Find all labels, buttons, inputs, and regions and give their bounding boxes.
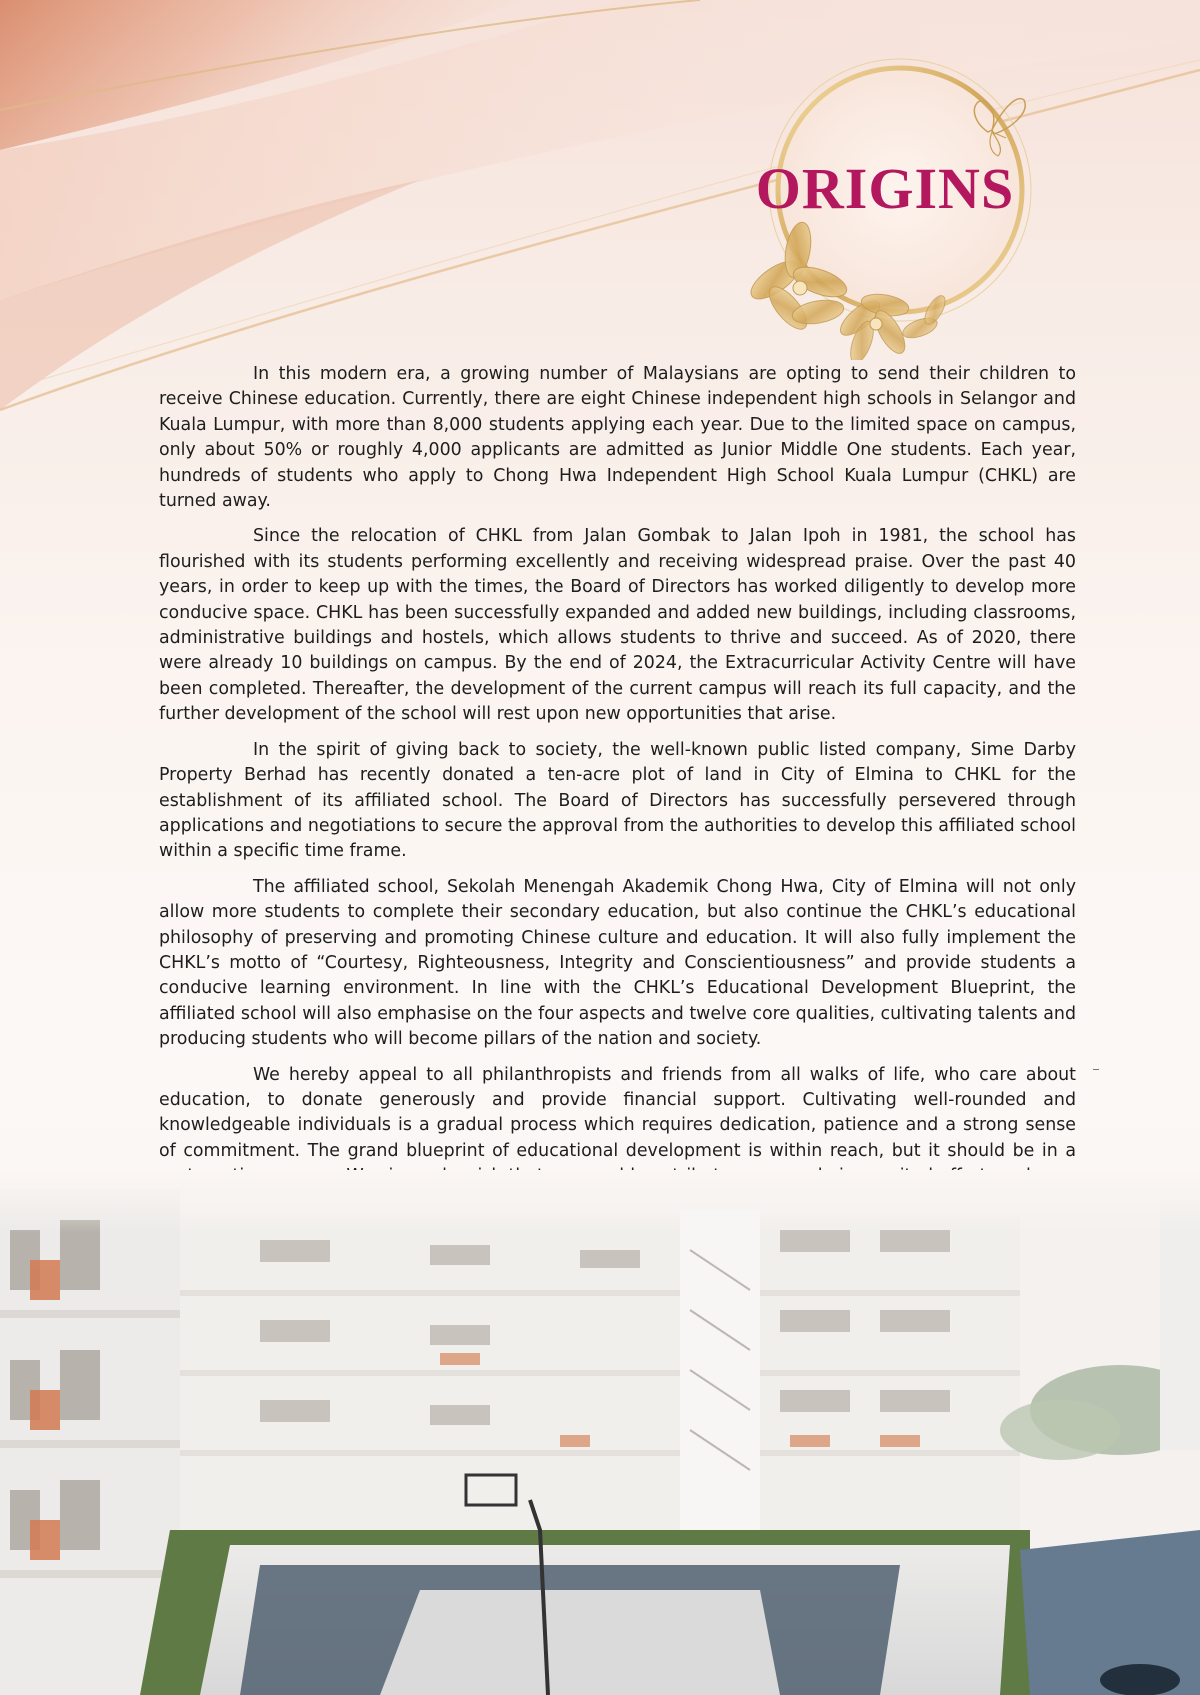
article-body [159, 362, 1076, 1286]
margin-mark [1093, 1069, 1099, 1070]
paragraph: In this modern era, a growing number of Malaysians are opting to send their children to receive Chinese education. Currently, there are eight Chinese independent high schools in Selangor and Kuala Lumpur, with more than 8,000 students applying each year. Due to the limited space on campus, only about 50% or roughly 4,000 applicants are admitted as Junior Middle One students. Each year, hundreds of students who apply to Chong Hwa Independent High School Kuala Lumpur (CHKL) are turned away. [159, 364, 1076, 512]
page-title: ORIGINS [755, 156, 1015, 221]
paragraph: The affiliated school, Sekolah Menengah Akademik Chong Hwa, City of Elmina will not only allow more students to complete their secondary education, but also continue the CHKL’s educational philosophy of preserving and promoting Chinese culture and education. It will also fully implement the CHKL’s motto of “Courtesy, Righteousness, Integrity and Conscientiousness” and provide students a conducive learning environment. In line with the CHKL’s Educational Development Blueprint, the affiliated school will also emphasise on the four aspects and twelve core qualities, cultivating talents and producing students who will become pillars of the nation and society. [159, 876, 1076, 1050]
campus-illustration [0, 1170, 1200, 1695]
paragraph: Since the relocation of CHKL from Jalan Gombak to Jalan Ipoh in 1981, the school has flourished with its students performing excellently and receiving widespread praise. Over the past 40 years, in order to keep up with the times, the Board of Directors has worked diligently to develop more conducive space. CHKL has been successfully expanded and added new buildings, including classrooms, administrative buildings and hostels, which allows students to thrive and succeed. As of 2020, there were already 10 buildings on campus. By the end of 2024, the Extracurricular Activity Centre will have been completed. Thereafter, the development of the current campus will reach its full capacity, and the further development of the school will rest upon new opportunities that arise. [159, 526, 1076, 725]
paragraph: We hereby appeal to all philanthropists and friends from all walks of life, who care about education, to donate generously and provide financial support. Cultivating well-rounded and knowledgeable individuals is a gradual process which requires dedication, patience and a strong sense of commitment. The grand blueprint of educational development is within reach, but it should be in a [159, 1064, 1076, 1161]
paragraph: In the spirit of giving back to society, the well-known public listed company, Sime Darby Property Berhad has recently donated a ten-acre plot of land in City of Elmina to CHKL for the establishment of its affiliated school. The Board of Directors has successfully persevered through applications and negotiations to secure the approval from the authorities to develop this affiliated school within a specific time frame. [159, 739, 1076, 862]
